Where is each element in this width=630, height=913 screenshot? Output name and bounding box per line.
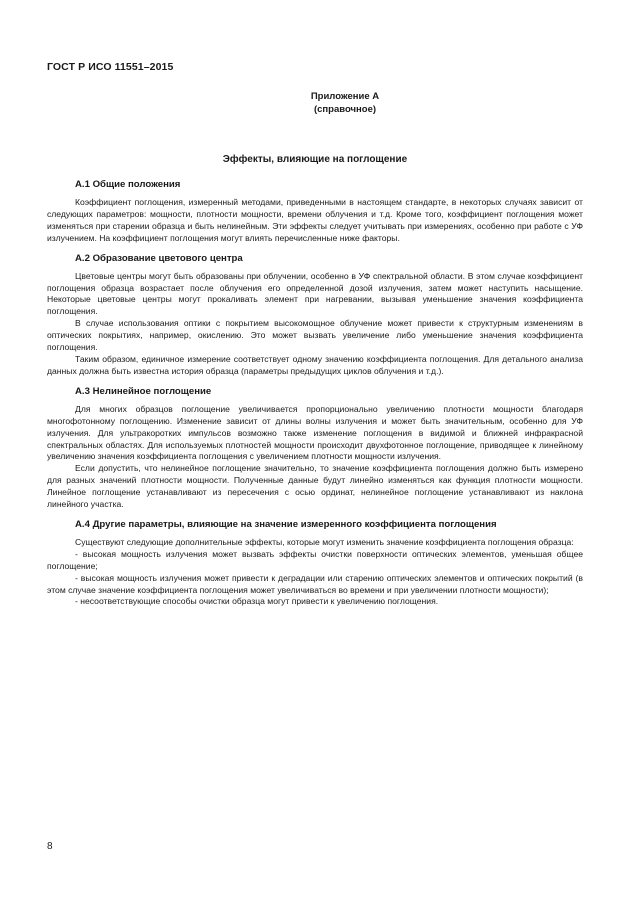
paragraph: Существуют следующие дополнительные эффекты, которые могут изменить значение коэффициента поглощения образца: — [75, 536, 574, 547]
annex-label: Приложение А — [310, 91, 380, 102]
paragraph: Таким образом, единичное измерение соответствует одному значению коэффициента поглощения. Для детального анализа данных должна быть известна история образца (параметры предыдущих циклов облучения и т.д.). — [47, 353, 583, 376]
annex-type: (справочное) — [313, 104, 377, 115]
paragraph: Если допустить, что нелинейное поглощение значительно, то значение коэффициента поглощения должно быть измерено для разных значений плотности мощности. Полученные данные будут линейно изменяться как функция плотности мощности. Линейное поглощение устанавливают из пересечения с осью ординат, нелинейное поглощение устанавливают из наклона линейного участка. — [47, 463, 583, 510]
paragraph: Цветовые центры могут быть образованы при облучении, особенно в УФ спектральной области. В этом случае коэффициент поглощения образца возрастает после облучения его определенной дозой излучения, затем может наступить насыщение. Некоторые цветовые центры могут прокаливать элемент при нагревании, вызывая уменьшение значения коэффициента поглощения. — [47, 270, 583, 317]
section-a3 — [47, 385, 583, 511]
section-heading: А.2 Образование цветового центра — [75, 252, 243, 264]
list-item: - несоответствующие способы очистки образца могут привести к увеличению поглощения. — [75, 596, 439, 607]
paragraph: Для многих образцов поглощение увеличивается пропорционально увеличению плотности мощности благодаря многофотонному поглощению. Изменение зависит от длины волны излучения и может быть значительным, особенно для УФ излучения. Для ультракоротких импульсов возможно также изменение поглощения в видимой и ближней инфракрасной спектральных областях. Для используемых плотностей мощности происходит двухфотонное поглощение, приводящее к линейному увеличению значения коэффициента поглощения с увеличением плотности мощности излучения. — [47, 403, 583, 462]
section-a1 — [47, 178, 583, 245]
page-number: 8 — [47, 841, 53, 852]
paragraph: В случае использования оптики с покрытием высокомощное облучение может привести к структурным изменениям в оптических покрытиях, например, окислению. Это может вызвать увеличение либо уменьшение значения коэффициента поглощения. — [47, 318, 583, 353]
document-id: ГОСТ Р ИСО 11551–2015 — [47, 61, 174, 73]
annex-title-text: Эффекты, влияющие на поглощение — [222, 154, 408, 165]
section-heading: А.1 Общие положения — [75, 179, 181, 190]
section-a2 — [47, 252, 583, 378]
paragraph: Коэффициент поглощения, измеренный методами, приведенными в настоящем стандарте, в некоторых случаях зависит от следующих параметров: мощности, плотности мощности, времени облучения и т.д. Кроме того, коэффициент поглощения может изменяться при старении образца и быть нелинейным. Эти эффекты следует учитывать при измерениях, особенно при работе с УФ излучением. На коэффициент поглощения могут влиять перечисленные ниже факторы. — [47, 197, 583, 243]
section-a4 — [47, 518, 583, 608]
section-heading: А.3 Нелинейное поглощение — [75, 385, 212, 397]
document-body — [47, 178, 583, 615]
annex-title — [0, 154, 630, 165]
list-item: - высокая мощность излучения может привести к деградации или старению оптических элементов и оптических покрытий (в этом случае значение коэффициента поглощения может увеличиваться во времени и при увеличении плотности мощности); — [47, 572, 583, 595]
list-item: - высокая мощность излучения может вызвать эффекты очистки поверхности оптических элементов, уменьшая общее поглощение; — [47, 548, 583, 571]
section-heading: А.4 Другие параметры, влияющие на значение измеренного коэффициента поглощения — [75, 518, 497, 530]
